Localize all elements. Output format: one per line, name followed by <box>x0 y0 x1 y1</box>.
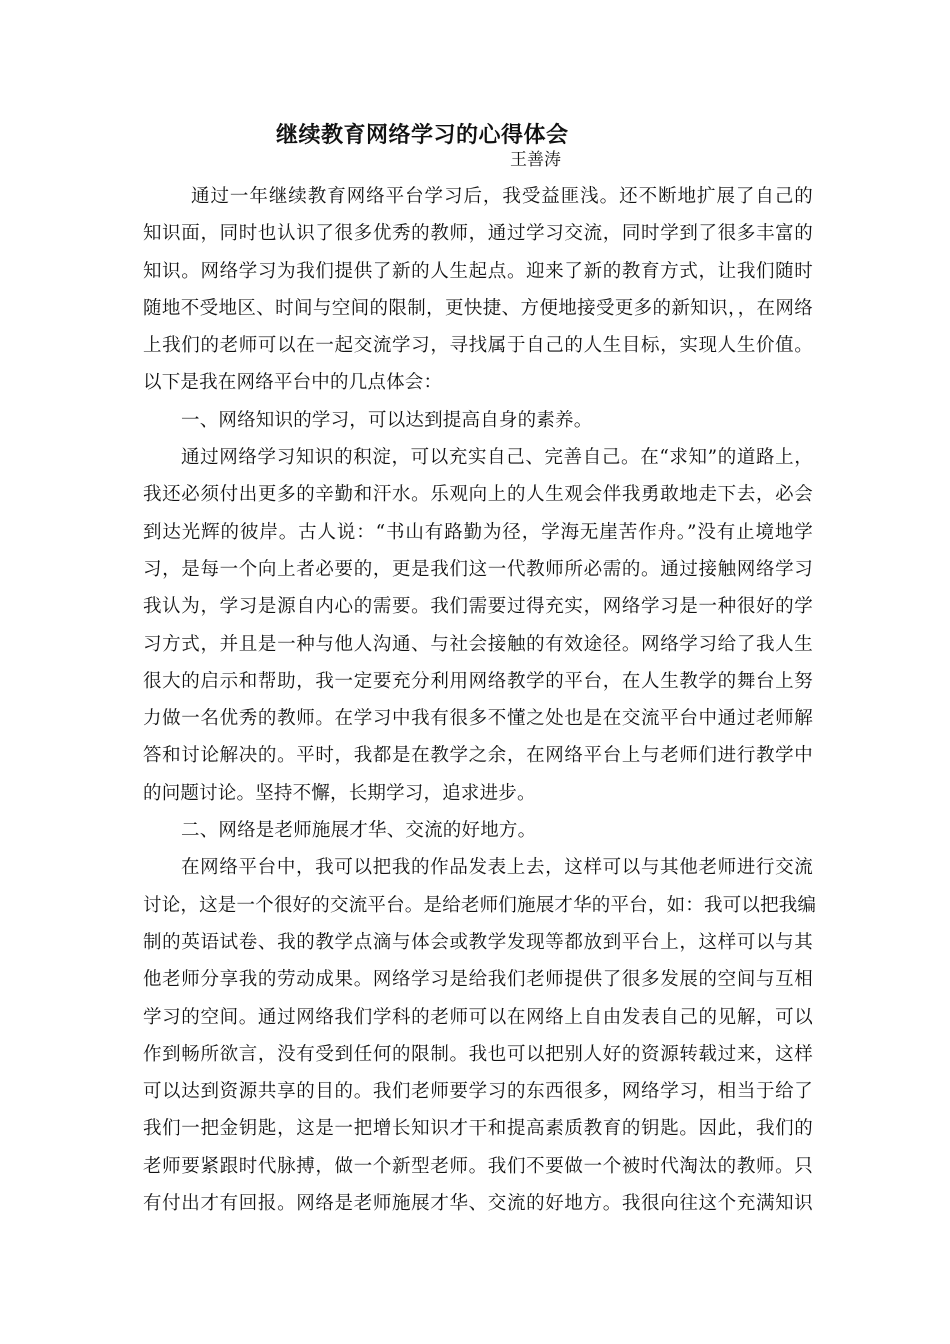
body-text <box>143 178 817 1222</box>
document-title: 继续教育网络学习的心得体会 <box>276 123 569 148</box>
text-line: 通过网络学习知识的积淀，可以充实自己、完善自己。在“求知”的道路上， <box>181 447 813 469</box>
text-line: 我还必须付出更多的辛勤和汗水。乐观向上的人生观会伴我勇敢地走下去，必会 <box>143 484 813 506</box>
text-line: 制的英语试卷、我的教学点滴与体会或教学发现等都放到平台上，这样可以与其 <box>143 931 813 953</box>
text-line: 我们一把金钥匙，这是一把增长知识才干和提高素质教育的钥匙。因此，我们的 <box>143 1118 813 1140</box>
text-line: 他老师分享我的劳动成果。网络学习是给我们老师提供了很多发展的空间与互相 <box>143 969 813 991</box>
text-line: 一、网络知识的学习，可以达到提高自身的素养。 <box>181 409 593 431</box>
text-line: 通过一年继续教育网络平台学习后，我受益匪浅。还不断地扩展了自己的 <box>191 186 813 207</box>
text-line: 习，是每一个向上者必要的，更是我们这一代教师所必需的。通过接触网络学习 <box>143 558 813 580</box>
text-line: 学习的空间。通过网络我们学科的老师可以在网络上自由发表自己的见解，可以 <box>143 1006 813 1028</box>
text-line: 力做一名优秀的教师。在学习中我有很多不懂之处也是在交流平台中通过老师解 <box>143 708 813 730</box>
text-line: 习方式，并且是一种与他人沟通、与社会接触的有效途径。网络学习给了我人生 <box>143 633 813 655</box>
text-line: 到达光辉的彼岸。古人说：“书山有路勤为径，学海无崖苦作舟。”没有止境地学 <box>143 521 813 543</box>
text-line: 知识。网络学习为我们提供了新的人生起点。迎来了新的教育方式，让我们随时 <box>143 260 813 282</box>
text-line: 知识面，同时也认识了很多优秀的教师，通过学习交流，同时学到了很多丰富的 <box>143 223 813 245</box>
text-line: 答和讨论解决的。平时，我都是在教学之余，在网络平台上与老师们进行教学中 <box>143 745 813 767</box>
text-line: 很大的启示和帮助，我一定要充分利用网络教学的平台，在人生教学的舞台上努 <box>143 670 813 692</box>
text-line: 上我们的老师可以在一起交流学习，寻找属于自己的人生目标，实现人生价值。 <box>143 335 813 357</box>
text-line: 可以达到资源共享的目的。我们老师要学习的东西很多，网络学习，相当于给了 <box>143 1081 813 1103</box>
author-name: 王善涛 <box>510 150 561 170</box>
text-line: 的问题讨论。坚持不懈，长期学习，追求进步。 <box>143 782 536 804</box>
text-line: 二、网络是老师施展才华、交流的好地方。 <box>181 820 537 842</box>
text-line: 讨论，这是一个很好的交流平台。是给老师们施展才华的平台，如：我可以把我编 <box>143 894 817 916</box>
text-line: 以下是我在网络平台中的几点体会： <box>143 372 443 394</box>
text-line: 随地不受地区、时间与空间的限制，更快捷、方便地接受更多的新知识，，在网络 <box>143 297 813 319</box>
text-line: 有付出才有回报。网络是老师施展才华、交流的好地方。我很向往这个充满知识 <box>143 1193 813 1215</box>
text-line: 在网络平台中，我可以把我的作品发表上去，这样可以与其他老师进行交流 <box>181 857 813 879</box>
text-line: 老师要紧跟时代脉搏，做一个新型老师。我们不要做一个被时代淘汰的教师。只 <box>143 1155 813 1177</box>
text-line: 我认为，学习是源自内心的需要。我们需要过得充实，网络学习是一种很好的学 <box>143 596 813 618</box>
text-line: 作到畅所欲言，没有受到任何的限制。我也可以把别人好的资源转载过来，这样 <box>143 1043 813 1065</box>
